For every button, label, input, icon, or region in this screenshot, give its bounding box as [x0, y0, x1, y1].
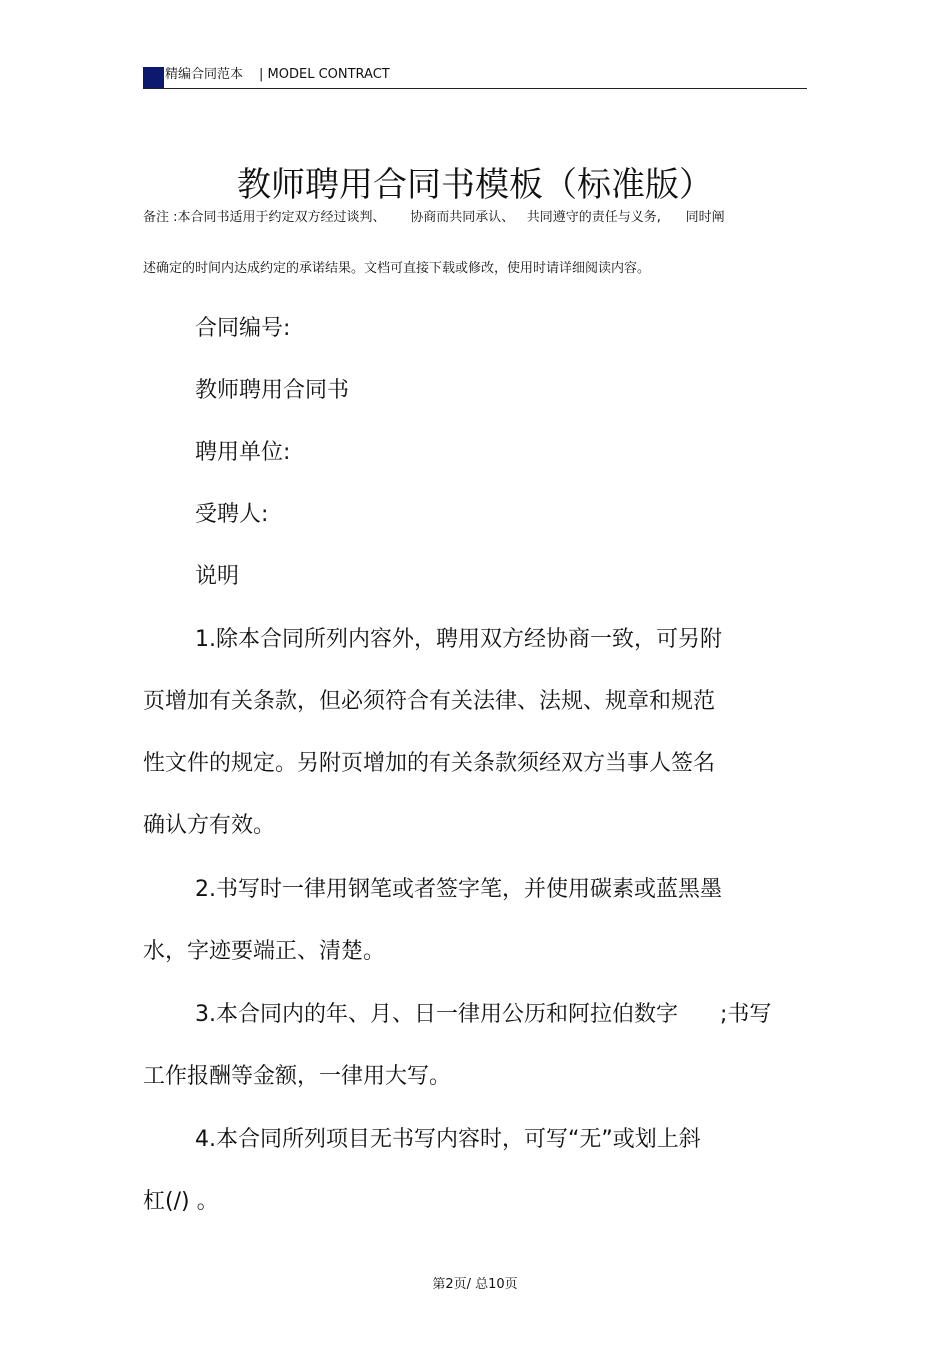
item3-line2: 工作报酬等金额，一律用大写。 — [143, 1064, 452, 1089]
logo-square-icon — [143, 67, 164, 88]
page-footer: 第2页/ 总10页 — [432, 1277, 518, 1292]
employee-label: 受聘人: — [195, 502, 269, 527]
item1-line2: 页增加有关条款，但必须符合有关法律、法规、规章和规范 — [143, 689, 716, 714]
item4-line2: 杠(/) 。 — [143, 1189, 219, 1214]
contract-doc-title: 教师聘用合同书 — [195, 378, 350, 403]
header-text — [165, 66, 390, 84]
document-title: 教师聘用合同书模板（标准版） — [237, 164, 713, 205]
contract-number-label: 合同编号: — [195, 316, 291, 341]
item1-line4: 确认方有效。 — [143, 813, 276, 838]
item4-line1: 4.本合同所列项目无书写内容时，可写“无”或划上斜 — [195, 1127, 701, 1152]
page-header — [143, 66, 807, 89]
note-line-2: 述确定的时间内达成约定的承诺结果。文档可直接下载或修改，使用时请详细阅读内容。 — [143, 261, 651, 276]
item2-line1: 2.书写时一律用钢笔或者签字笔，并使用碳素或蓝黑墨 — [195, 877, 722, 902]
explanation-heading: 说明 — [195, 564, 240, 589]
header-right-label: | MODEL CONTRACT — [259, 67, 390, 82]
item1-line3: 性文件的规定。另附页增加的有关条款须经双方当事人签名 — [143, 751, 716, 776]
item3-line1: 3.本合同内的年、月、日一律用公历和阿拉伯数字 ;书写 — [195, 1002, 772, 1027]
employer-label: 聘用单位: — [195, 440, 291, 465]
item2-line2: 水，字迹要端正、清楚。 — [143, 939, 386, 964]
note-line-1: 备注 :本合同书适用于约定双方经过谈判、 协商而共同承认、 共同遵守的责任与义务, 同时阐 — [143, 210, 725, 225]
header-left-label: 精编合同范本 — [165, 67, 244, 82]
item1-line1: 1.除本合同所列内容外，聘用双方经协商一致，可另附 — [195, 627, 722, 652]
